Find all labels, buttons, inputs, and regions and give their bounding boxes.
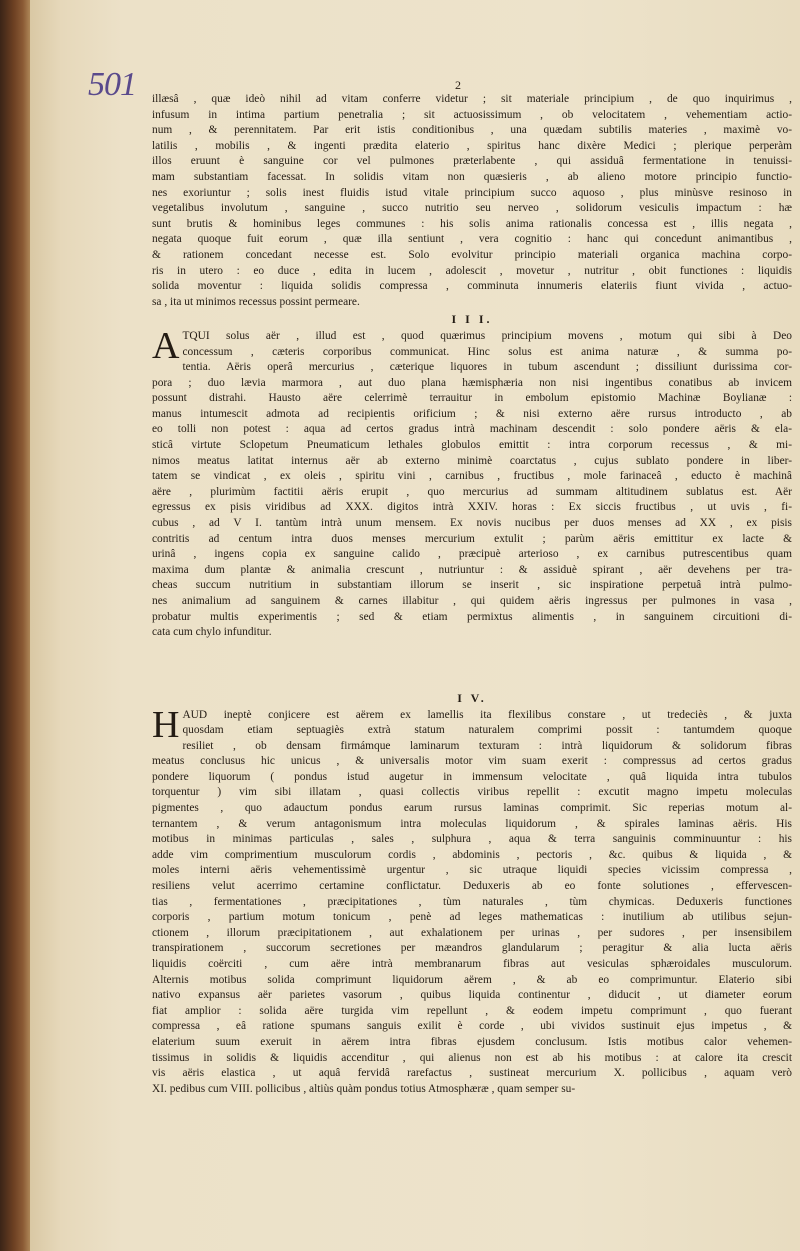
text-line: sa , ita ut minimos recessus possint permeare.	[152, 295, 360, 308]
text-line: ternantem , & verum antagonismum intra moleculas liquidorum , & spirales laminas aëris. His	[152, 817, 792, 830]
text-line: negata quoque fuit eorum , quæ illa sentiunt , vera cognitio : hanc qui concedunt animantibus ,	[152, 233, 792, 246]
text-line: corporis , partium motum tonicum , penè ad leges mathematicas : inutilium ab utilibus sejun-	[152, 911, 792, 924]
text-line: mam substantiam facessat. In solidis vitam non quæsieris , ab alieno motore principio functio-	[152, 170, 792, 183]
page-folio-number: 501	[88, 66, 136, 103]
text-line: vis aëris elastica , ut aquâ fervidâ rarefactus , sustineat mercurium X. pollicibus , aquam verò	[152, 1067, 792, 1080]
text-line: aëre , plurimùm factitii aëris erupit , quo mercurius ad summam altitudinem sublatus est. Aër	[152, 485, 792, 498]
text-line: manus intumescit admota ad recipientis orificium ; & nisi externo aëre rursus introducto , ab	[152, 407, 792, 420]
text-line: resiliet , ob densam firmámque laminarum texturam : intrà liquidorum & solidorum fibras	[182, 739, 792, 752]
text-line: concessum , cæteris corporibus communicat. Hinc solus est anima naturæ , & summa po-	[182, 345, 792, 358]
section-heading-4: I V.	[457, 690, 487, 705]
drop-cap-3: A	[152, 324, 180, 367]
text-line: XI. pedibus cum VIII. pollicibus , altiùs quàm pondus totius Atmosphæræ , quam semper su-	[152, 1082, 576, 1095]
text-line: egressus ex pisis viridibus ad XXX. digitos intrà XXIV. horas : Ex siccis fructibus , ut uvis , fi-	[152, 501, 792, 514]
text-line: pora ; duo lævia marmora , aut duo plana hæmisphæria non nisi ingentibus conatibus ab invicem	[152, 376, 792, 389]
text-line: resiliens velut acerrimo certamine conflictatur. Deduxeris ab eo fonte solutiones , effervescen-	[152, 880, 792, 893]
signature-mark: 2	[455, 78, 461, 92]
body-text	[152, 92, 792, 1097]
text-line: torquentur ) vim sibi illatam , quasi collectis viribus repellit : excutit magno impetu moleculas	[152, 786, 792, 799]
text-line: pondere liquorum ( pondus istud augetur in immensum velocitate , quâ liquida intra tubulos	[152, 770, 792, 783]
text-line: ris in utero : eo duce , edita in lucem , adolescit , movetur , nutritur , obit functiones : liquidis	[152, 264, 792, 277]
text-line: contritis ad centum intra duos menses mercurium extulit ; parùm aëris emittitur ex lacte &	[152, 532, 792, 545]
text-line: sunt brutis & hominibus leges communes : his solis anima rationalis concessa est , illis negata ,	[152, 217, 792, 230]
text-line: adde vim comprimentium musculorum cordis , abdominis , pectoris , &c. quibus & liquida , &	[152, 848, 792, 861]
text-line: probatur multis experimentis ; sed & etiam permixtus alimentis , in sanguinem circuitioni di-	[152, 610, 792, 623]
text-line: solida moventur : liquida solidis compressa , comminuta innumeris elateriis fiunt vivida , actuo-	[152, 280, 792, 293]
text-line: & rationem concedant necesse est. Solo evolvitur principio materiali organica machina corpo-	[152, 248, 792, 261]
paragraph-4	[152, 703, 792, 1098]
text-line: maxima dum plantæ & animalia crescunt , nutriuntur : & assiduè spirant , aër devehens per tra-	[152, 563, 792, 576]
text-line: transpirationem , succorum secretiones per mæandros glandularum ; peragitur & alia lucta aëris	[152, 942, 792, 955]
text-line: elaterium suum exeruit in aërem intra fibras ejusdem conclusum. Istis motibus calor vehemen-	[152, 1035, 792, 1048]
text-line: ctionem , illorum præcipitationem , aut exhalationem per urinas , per sudores , per insensibilem	[152, 926, 792, 939]
text-line: pigmentes , quo adauctum pondus earum rursus laminas comprimit. Sic reperias motum al-	[152, 802, 792, 815]
text-line: illæsâ , quæ ideò nihil ad vitam conferre videtur ; sit materiale principium , de quo inquirimus ,	[152, 93, 792, 105]
text-line: nes animalium ad sanguinem & carnes illabitur , qui quidem aëris ingressus per pulmones in vasa ,	[152, 595, 792, 607]
text-line: cheas succum nutritium in substantiam illorum se inserit , sic inspiratione perpetuâ intrà pulmo-	[152, 579, 792, 592]
book-page	[30, 0, 800, 1251]
text-line: possunt distrahi. Hausto aëre celerrimè terrauitur in embolum epistomio Machinæ Boylianæ :	[152, 392, 792, 405]
text-line: liquidis coërciti , cum aëre intrà membranarum fibras aut vesiculas sphæroidales musculorum.	[152, 958, 792, 970]
text-line: tias , fermentationes , præcipitationes , tùm naturales , tùm chymicas. Deduxeris functiones	[152, 895, 792, 908]
paragraph-1	[152, 92, 792, 310]
paragraph-4-lines	[152, 723, 792, 1097]
drop-cap-4: H	[152, 703, 180, 746]
text-line: tatem se vindicat , ex oleis , spiritu vini , carnibus , fructibus , mole farinaceâ , educto è machinâ	[152, 470, 792, 483]
section-heading-3: I I I.	[451, 312, 493, 327]
text-line: nativo expansus aër parietes vasorum , quibus liquida continentur , diducit , ut diameter eorum	[152, 989, 792, 1002]
text-line: nimos meatus latitat internus aër ab externo minimè coarctatus , cujus sublato pondere in liber-	[152, 454, 792, 467]
text-line: infusum in intima partium penetralia ; sit actuosissimum , ob velocitatem , vehementiam actio-	[152, 108, 792, 121]
text-line: tentia. Aëris operâ mercurius , cæterique liquores in tubum ascendunt ; dissiliunt durissima cor-	[182, 361, 792, 374]
text-line: Alternis motibus solida comprimunt liquidorum aërem , & ab eo comprimuntur. Elaterio sibi	[152, 973, 792, 986]
paragraph-3	[152, 324, 792, 689]
text-line: moles interni aëris vehementissimè urgentur , sic utraque liquidi species vicissim compressa ,	[152, 864, 792, 877]
text-line: sticâ virtute Sclopetum Pneumaticum lethales globulos emittit : intra corporum recessus , & mi-	[152, 439, 792, 452]
text-line: compressa , eâ ratione spumans sanguis exilit è corde , ubi vividos sustinuit ejus impetus , &	[152, 1020, 792, 1033]
text-line: vegetalibus involutum , sanguine , succo nutritio seu nerveo , solidorum vesiculis impactum : hæ	[152, 202, 792, 215]
text-line: urinâ , ingens copia ex sanguine calido , præcipuè arterioso , ex carnibus putrescentibus quam	[152, 548, 792, 561]
text-line: fiat amplior : solida aëre turgida vim repellunt , & eodem impetu comprimunt , quo fuerant	[152, 1004, 792, 1017]
text-line: meatus conclusus hic unicus , & universalis motor vim suam exerit : compressus ad certos gradus	[152, 755, 792, 768]
text-line: motibus in minimas particulas , sales , sulphura , aqua & terra sanguinis comminuuntur : his	[152, 833, 792, 846]
text-line: tissimus in solidis & liquidis accenditur , qui alienus non est ab his motibus : at calore ita crescit	[152, 1051, 792, 1064]
text-line: cata cum chylo infunditur.	[152, 626, 272, 639]
text-line: quosdam etiam septuagiès extrà statum naturalem comprimi possit : tantumdem quoque	[182, 724, 792, 737]
text-line: eo tolli non potest : aqua ad certos gradus intrà machinam descendit : solo pondere aëris & ela-	[152, 423, 792, 436]
text-line: cubus , ad V I. tantùm intrà unum mensem. Ex novis nucibus per duos menses ad XX , ex pisis	[152, 517, 792, 530]
text-line: num , & perennitatem. Par erit istis conditionibus , una quædam subtilis materies , maximè vo-	[152, 124, 792, 137]
paragraph-3-lines	[152, 345, 792, 641]
paragraph-3-first-line: TQUI solus aër , illud est , quod quærimus principium movens , motum qui sibi à Deo	[182, 329, 792, 342]
text-line: illos eruunt è sanguine cor vel pulmones præterlabente , qui assiduâ fermentatione in tenuissi-	[152, 155, 792, 168]
text-line: latilis , mobilis , & ingenti prædita elaterio , spiritus hanc dixère Medici ; plerique perperàm	[152, 139, 792, 152]
paragraph-4-first-line: AUD ineptè conjicere est aërem ex lamellis ita flexilibus constare , ut tredeciès , & juxta	[182, 708, 792, 721]
text-line: nes exoriuntur ; solis inest fluidis istud vitale principium succo aquoso , plus minùsve resinoso in	[152, 186, 792, 199]
